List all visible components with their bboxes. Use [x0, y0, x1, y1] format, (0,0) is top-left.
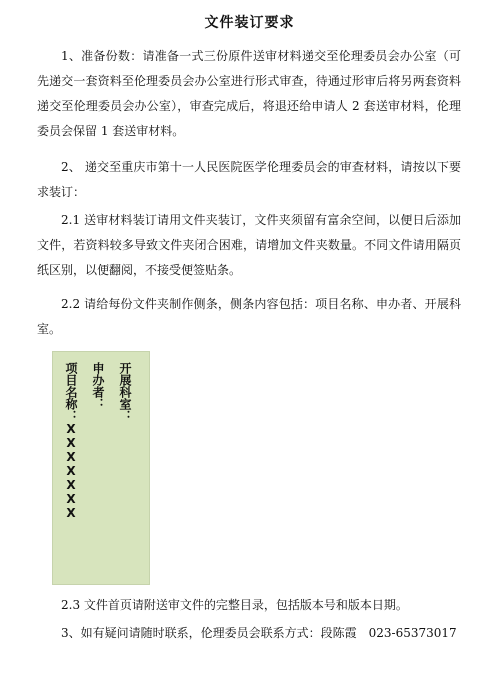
spine-project-name: 项目名称：XXXXXXX — [64, 362, 78, 520]
spine-sponsor: 申办者： — [91, 362, 105, 410]
spine-label-sample — [52, 351, 150, 585]
paragraph-contact: 3、如有疑问请随时联系，伦理委员会联系方式：段陈霞 023-65373017 — [61, 626, 457, 640]
paragraph-cover-index: 2.3 文件首页请附送审文件的完整目录，包括版本号和版本日期。 — [61, 598, 408, 612]
paragraph-binding-folder: 2.1 送审材料装订请用文件夹装订，文件夹须留有富余空间，以便日后添加文件，若资料较多导致文件夹闭合困难，请增加文件夹数量。不同文件请用隔页纸区别，以便翻阅，不接受便签贴条。 — [37, 213, 461, 277]
paragraph-spine-label: 2.2 请给每份文件夹制作侧条，侧条内容包括：项目名称、申办者、开展科室。 — [37, 297, 461, 336]
spine-department: 开展科室： — [118, 362, 132, 422]
document-title: 文件装订要求 — [204, 15, 295, 31]
paragraph-binding-intro: 2、 递交至重庆市第十一人民医院医学伦理委员会的审查材料，请按以下要求装订： — [37, 160, 461, 199]
paragraph-copies: 1、准备份数：请准备一式三份原件送审材料递交至伦理委员会办公室（可先递交一套资料至伦理委员会办公室进行形式审查，待通过形审后将另两套资料递交至伦理委员会办公室），审查完成后，将退还给申请人 2 套送审材料，伦理委员会保留 1 套送审材料。 — [37, 49, 461, 138]
